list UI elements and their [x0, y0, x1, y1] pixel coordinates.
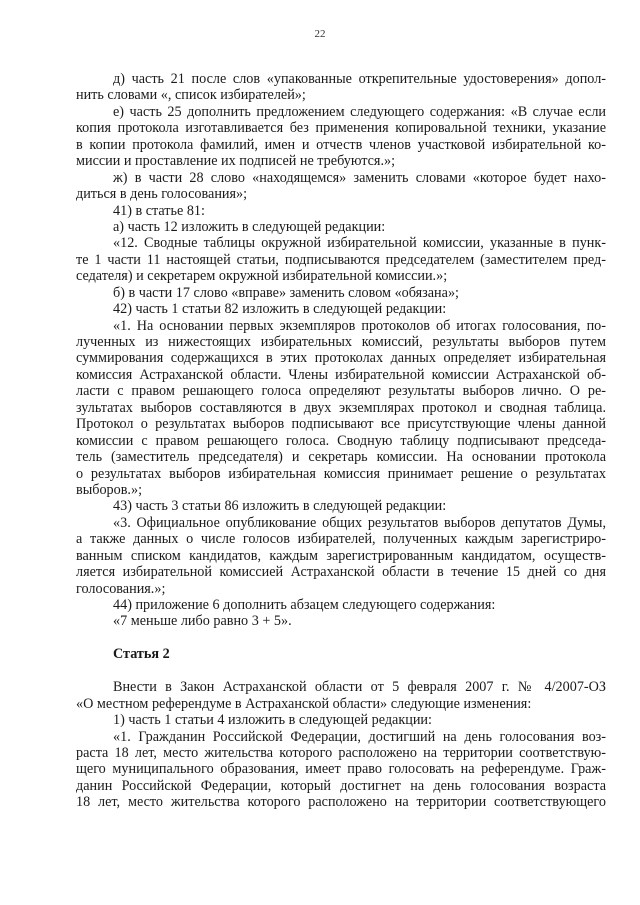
text-line: д) часть 21 после слов «упакованные открепительные удостоверения» допол- [113, 71, 606, 87]
text-line: 18 лет, место жительства которого расположено на территории соответствующего [76, 794, 606, 811]
paragraph-gap [76, 663, 606, 679]
text-line: а также данных о числе голосов избирателей, полученных каждым зарегистриро- [76, 531, 606, 548]
text-line: суммирования содержащихся в этих протоколах данных определяет избирательная [76, 350, 606, 367]
text-line: «7 меньше либо равно 3 + 5». [113, 613, 292, 630]
text-line: комиссии с правом решающего голоса. Сводную таблицу подписывают председа- [76, 432, 606, 449]
text-line: седателя) и секретарем окружной избирательной комиссии.»; [76, 268, 448, 285]
page-number: 22 [314, 28, 326, 40]
text-line: раста 18 лет, место жительства которого расположено на территории соответствую- [76, 744, 606, 761]
text-line: те 1 части 11 настоящей статьи, подписываются председателем (заместителем пред- [76, 251, 606, 268]
text-line: копия протокола изготавливается без применения копировальной техники, указание [76, 120, 606, 137]
text-line: ж) в части 28 слово «находящемся» заменить словами «которое будет нахо- [113, 169, 606, 186]
text-line: 44) приложение 6 дополнить абзацем следующего содержания: [113, 597, 496, 613]
text-line: Протокол о результатах выборов подписывают все присутствующие члены данной [76, 416, 606, 433]
text-line: 41) в статье 81: [113, 202, 205, 219]
text-line: в копии протокола фамилий, имен и отчеств членов участковой избирательной ко- [76, 136, 606, 153]
text-line: «1. Гражданин Российской Федерации, достигший на день голосования воз- [113, 728, 606, 745]
text-line: ляется избирательной комиссией Астраханской области в течение 15 дней со дня [76, 564, 606, 581]
article-heading: Статья 2 [113, 646, 170, 663]
text-line: зультатах выборов составляются в двух экземплярах протокол и сводная таблица. [76, 399, 606, 416]
text-line: а) часть 12 изложить в следующей редакции: [113, 218, 386, 235]
paragraph-gap [76, 630, 606, 646]
text-line: ласти с правом решающего голоса определяют результаты выборов лично. О ре- [76, 383, 606, 400]
text-line: ванным списком кандидатов, каждым зарегистрированным кандидатом, осуществ- [76, 547, 606, 564]
text-line: б) в части 17 слово «вправе» заменить словом «обязана»; [113, 284, 459, 301]
text-line: миссии и проставление их подписей не требуются.»; [76, 153, 396, 170]
document-body [76, 71, 606, 811]
text-line: «О местном референдуме в Астраханской области» следующие изменения: [76, 695, 532, 712]
text-line: комиссия Астраханской области. Члены избирательной комиссии Астраханской об- [76, 366, 606, 383]
text-line: выборов.»; [76, 481, 143, 498]
text-line: Внести в Закон Астраханской области от 5 февраля 2007 г. № 4/2007-ОЗ [113, 679, 606, 696]
text-line: щего муниципального образования, имеет право голосовать на референдуме. Граж- [76, 761, 606, 778]
text-line: 43) часть 3 статьи 86 изложить в следующей редакции: [113, 498, 447, 515]
text-line: «3. Официальное опубликование общих результатов выборов депутатов Думы, [113, 514, 606, 531]
text-line: е) часть 25 дополнить предложением следующего содержания: «В случае если [113, 103, 606, 120]
text-line: тель (заместитель председателя) и секретарь комиссии. На основании протокола [76, 449, 606, 466]
text-line: голосования.»; [76, 580, 166, 597]
text-line: лученных из нижестоящих избирательных комиссий, результаты выборов путем [76, 334, 606, 350]
text-line: нить словами «, список избирателей»; [76, 87, 306, 104]
text-line: о результатах выборов избирательная комиссия принимает решение о результатах [76, 465, 606, 482]
text-line: диться в день голосования»; [76, 186, 248, 203]
text-line: «1. На основании первых экземпляров протоколов об итогах голосования, по- [113, 317, 606, 334]
text-line: 42) часть 1 статьи 82 изложить в следующей редакции: [113, 301, 447, 318]
text-line: «12. Сводные таблицы окружной избирательной комиссии, указанные в пунк- [113, 235, 606, 252]
text-line: 1) часть 1 статьи 4 изложить в следующей редакции: [113, 712, 432, 729]
text-line: данин Российской Федерации, который достигнет на день голосования возраста [76, 777, 606, 794]
